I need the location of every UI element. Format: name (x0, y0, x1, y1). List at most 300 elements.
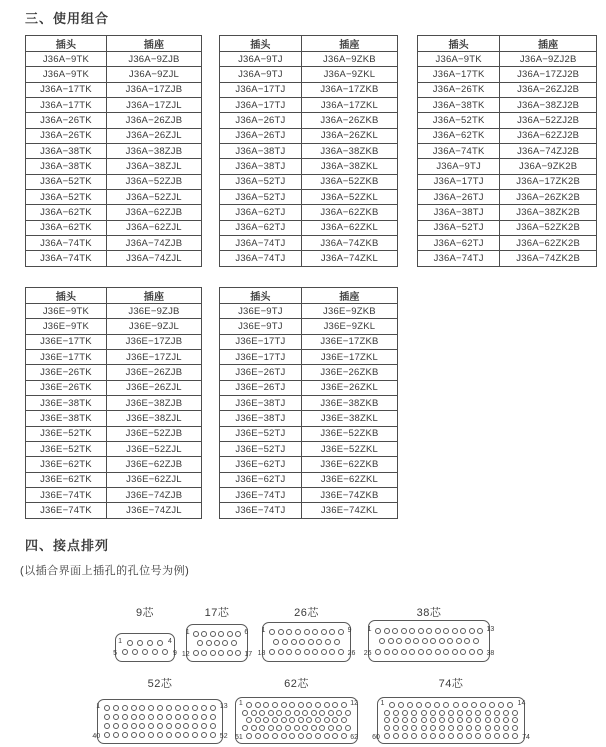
table-cell: J36E−26TK (26, 365, 107, 380)
column-header: 插座 (301, 288, 397, 304)
pin-number-label: 5 (113, 650, 117, 658)
table-cell: J36A−74ZJB (106, 236, 201, 251)
pin-diagram-label: 38芯 (416, 607, 442, 619)
table-row (418, 98, 597, 113)
contact-hole (311, 725, 317, 731)
table-cell: J36E−62TJ (220, 472, 302, 487)
connector-body (257, 622, 356, 662)
contact-hole (122, 732, 128, 738)
contact-hole (183, 714, 189, 720)
contact-hole (175, 714, 181, 720)
contact-hole (384, 733, 390, 739)
contact-hole (302, 710, 308, 716)
contact-row (380, 699, 526, 708)
contact-hole (434, 702, 440, 708)
table-cell: J36E−52TK (26, 426, 107, 441)
column-header: 插头 (220, 288, 302, 304)
contact-hole (278, 649, 284, 655)
contact-row (367, 625, 495, 634)
table-cell: J36A−62TJ (418, 236, 500, 251)
contact-hole (443, 702, 449, 708)
contact-hole (286, 649, 292, 655)
pin-number-label: 51 (234, 734, 243, 742)
table-cell: J36A−62TJ (220, 220, 302, 235)
contact-hole (328, 710, 334, 716)
pin-number-label: 14 (517, 699, 526, 707)
contact-row (181, 650, 253, 658)
contact-hole (197, 640, 203, 646)
connector-body (92, 699, 228, 744)
pin-number-label: 38 (486, 649, 495, 657)
pin-diagram-74 (372, 675, 530, 744)
contact-row (269, 639, 344, 645)
contact-hole (485, 710, 491, 716)
contact-hole (411, 710, 417, 716)
table-row (220, 350, 398, 365)
table-row (418, 190, 597, 205)
contact-hole (131, 732, 137, 738)
table-row (418, 67, 597, 82)
table-row (26, 205, 202, 220)
table-row (220, 304, 398, 319)
contact-hole (452, 628, 458, 634)
contact-hole (206, 640, 212, 646)
contact-hole (142, 649, 148, 655)
contact-hole (405, 638, 411, 644)
contact-hole (281, 717, 287, 723)
contact-hole (272, 702, 278, 708)
contact-hole (162, 649, 168, 655)
contact-hole (457, 710, 463, 716)
table-cell: J36A−17ZJB (106, 82, 201, 97)
table-cell: J36A−52TJ (418, 220, 500, 235)
pin-number-label: 62 (350, 734, 359, 742)
table-row (26, 396, 202, 411)
table-cell: J36E−74TJ (220, 503, 302, 518)
contact-hole (251, 710, 257, 716)
table-cell: J36E−52ZJB (106, 426, 201, 441)
table-row (220, 334, 398, 349)
table-cell: J36A−17ZJL (106, 98, 201, 113)
contact-hole (503, 733, 509, 739)
contact-hole (298, 717, 304, 723)
table-cell: J36A−38ZJ2B (500, 98, 597, 113)
contact-hole (398, 702, 404, 708)
contact-hole (324, 733, 330, 739)
contact-hole (231, 640, 237, 646)
table-header-row (26, 288, 202, 304)
table-row (26, 472, 202, 487)
table-row (26, 503, 202, 518)
table-cell: J36E−17ZKB (301, 334, 397, 349)
table-cell: J36A−9TK (418, 52, 500, 67)
table-cell: J36A−62TK (26, 220, 107, 235)
table-row (26, 236, 202, 251)
contact-hole (304, 629, 310, 635)
table-cell: J36E−62ZJL (106, 472, 201, 487)
contact-hole (175, 732, 181, 738)
table-cell: J36A−52ZK2B (500, 220, 597, 235)
contact-hole (306, 702, 312, 708)
contact-hole (285, 710, 291, 716)
pin-number-label: 13 (486, 625, 495, 633)
table-row (26, 159, 202, 174)
contact-hole (401, 628, 407, 634)
contact-hole (268, 710, 274, 716)
table-cell: J36A−38ZKB (301, 144, 397, 159)
contact-hole (494, 710, 500, 716)
contact-hole (384, 628, 390, 634)
contact-hole (345, 710, 351, 716)
contact-hole (319, 725, 325, 731)
table-cell: J36A−62ZK2B (500, 236, 597, 251)
contact-hole (222, 640, 228, 646)
contact-hole (131, 705, 137, 711)
arrangement-note: (以插合界面上插孔的孔位号为例) (20, 565, 190, 577)
contact-hole (201, 631, 207, 637)
table-cell: J36A−52TK (26, 174, 107, 189)
pin-number-label: 1 (380, 699, 385, 707)
table-row (26, 251, 202, 266)
contact-hole (407, 702, 413, 708)
pin-number-label: 12 (181, 650, 190, 658)
contact-hole (278, 629, 284, 635)
contact-hole (393, 733, 399, 739)
contact-hole (242, 725, 248, 731)
contact-hole (311, 710, 317, 716)
column-header: 插座 (106, 288, 201, 304)
table-cell: J36E−74TJ (220, 488, 302, 503)
contact-hole (466, 725, 472, 731)
contact-hole (439, 710, 445, 716)
contact-hole (281, 702, 287, 708)
pin-diagram-label: 52芯 (147, 678, 173, 690)
contact-hole (421, 733, 427, 739)
connector-body (372, 697, 530, 744)
pin-number-label: 74 (522, 734, 530, 742)
contact-hole (341, 717, 347, 723)
table-row (26, 82, 202, 97)
contact-hole (148, 714, 154, 720)
table-cell: J36E−17TJ (220, 334, 302, 349)
table-cell: J36A−26ZKB (301, 113, 397, 128)
table-cell: J36E−52ZKB (301, 426, 397, 441)
contact-hole (294, 725, 300, 731)
contact-hole (218, 631, 224, 637)
table-cell: J36E−26TK (26, 380, 107, 395)
contact-hole (312, 629, 318, 635)
table-row (418, 236, 597, 251)
table-row (220, 67, 398, 82)
column-header: 插头 (418, 36, 500, 52)
contact-hole (201, 723, 207, 729)
contact-hole (276, 725, 282, 731)
contact-hole (139, 723, 145, 729)
combination-table-j36a-zj (25, 35, 202, 267)
contact-hole (416, 702, 422, 708)
contact-hole (332, 717, 338, 723)
contact-hole (251, 725, 257, 731)
table-cell: J36A−52TK (418, 113, 500, 128)
table-cell: J36A−38TK (26, 159, 107, 174)
table-cell: J36A−38TK (26, 144, 107, 159)
table-cell: J36A−74TJ (220, 251, 302, 266)
contact-row (375, 638, 483, 644)
contact-row (96, 703, 228, 711)
pin-diagram-label: 74芯 (438, 678, 464, 690)
table-cell: J36E−26ZKL (301, 380, 397, 395)
contact-hole (402, 733, 408, 739)
contact-hole (480, 702, 486, 708)
contact-hole (498, 702, 504, 708)
contact-hole (295, 629, 301, 635)
table-row (220, 52, 398, 67)
contact-hole (157, 732, 163, 738)
contact-hole (448, 733, 454, 739)
contact-hole (210, 723, 216, 729)
pin-diagram-label: 17芯 (204, 607, 230, 619)
table-row (220, 380, 398, 395)
table-cell: J36A−38TJ (220, 144, 302, 159)
contact-row (193, 640, 241, 646)
contact-hole (447, 638, 453, 644)
table-cell: J36A−17ZJ2B (500, 67, 597, 82)
table-cell: J36E−52TJ (220, 442, 302, 457)
pin-number-label: 40 (92, 733, 101, 740)
pin-number-label: 60 (372, 734, 380, 742)
table-row (418, 205, 597, 220)
contact-hole (147, 640, 153, 646)
contact-hole (272, 717, 278, 723)
contact-hole (122, 723, 128, 729)
contact-row (113, 649, 177, 658)
table-cell: J36E−9ZJL (106, 319, 201, 334)
contact-hole (218, 650, 224, 656)
contact-hole (336, 710, 342, 716)
table-cell: J36E−17ZJB (106, 334, 201, 349)
contact-hole (246, 702, 252, 708)
contact-hole (308, 639, 314, 645)
contact-hole (489, 702, 495, 708)
table-cell: J36E−38TJ (220, 411, 302, 426)
column-header: 插头 (26, 288, 107, 304)
contact-hole (246, 733, 252, 739)
contact-hole (210, 714, 216, 720)
contact-hole (263, 733, 269, 739)
contact-hole (113, 705, 119, 711)
table-row (220, 503, 398, 518)
table-row (26, 380, 202, 395)
pin-number-label: 17 (244, 650, 253, 658)
table-cell: J36E−62TK (26, 472, 107, 487)
contact-hole (503, 717, 509, 723)
column-header: 插座 (301, 36, 397, 52)
contact-hole (332, 733, 338, 739)
table-cell: J36A−26ZJB (106, 113, 201, 128)
table-row (418, 128, 597, 143)
table-row (26, 220, 202, 235)
contact-hole (131, 723, 137, 729)
table-header-row (220, 36, 398, 52)
table-cell: J36E−62TJ (220, 457, 302, 472)
contact-hole (157, 705, 163, 711)
table-cell: J36E−17TK (26, 334, 107, 349)
table-row (220, 205, 398, 220)
contact-hole (456, 638, 462, 644)
table-row (220, 411, 398, 426)
table-row (220, 159, 398, 174)
table-header-row (418, 36, 597, 52)
table-cell: J36E−62ZKL (301, 472, 397, 487)
contact-hole (259, 725, 265, 731)
contact-hole (276, 710, 282, 716)
contact-row (234, 733, 359, 742)
contact-hole (443, 628, 449, 634)
table-cell: J36A−9TK (26, 67, 107, 82)
contact-hole (494, 725, 500, 731)
table-cell: J36E−52TJ (220, 426, 302, 441)
contact-row (261, 627, 352, 635)
contact-hole (393, 717, 399, 723)
table-cell: J36E−17TJ (220, 350, 302, 365)
contact-hole (393, 710, 399, 716)
table-row (220, 251, 398, 266)
contact-hole (183, 705, 189, 711)
table-cell: J36A−62ZJB (106, 205, 201, 220)
table-row (26, 426, 202, 441)
contact-hole (183, 732, 189, 738)
table-cell: J36A−9TJ (418, 159, 500, 174)
table-cell: J36A−52TK (26, 190, 107, 205)
contact-row (104, 714, 216, 720)
table-row (26, 442, 202, 457)
table-cell: J36E−74ZKL (301, 503, 397, 518)
contact-hole (325, 639, 331, 645)
contact-hole (473, 638, 479, 644)
table-cell: J36E−52ZKL (301, 442, 397, 457)
contact-hole (485, 725, 491, 731)
contact-hole (329, 629, 335, 635)
contact-hole (324, 702, 330, 708)
table-cell: J36A−38ZKL (301, 159, 397, 174)
contact-hole (332, 702, 338, 708)
table-row (26, 190, 202, 205)
table-cell: J36A−17ZKB (301, 82, 397, 97)
table-cell: J36E−26TJ (220, 365, 302, 380)
pin-number-label: 12 (350, 699, 359, 707)
contact-hole (388, 638, 394, 644)
contact-hole (338, 649, 344, 655)
table-cell: J36E−26ZKB (301, 365, 397, 380)
contact-hole (286, 629, 292, 635)
table-cell: J36E−17ZKL (301, 350, 397, 365)
contact-hole (294, 710, 300, 716)
contact-row (384, 725, 518, 731)
contact-hole (512, 717, 518, 723)
contact-hole (507, 702, 513, 708)
column-header: 插座 (500, 36, 597, 52)
contact-hole (452, 649, 458, 655)
contact-hole (192, 732, 198, 738)
contact-hole (269, 629, 275, 635)
table-cell: J36A−52ZJL (106, 190, 201, 205)
table-cell: J36A−52ZKL (301, 190, 397, 205)
table-cell: J36E−38TJ (220, 396, 302, 411)
table-row (26, 52, 202, 67)
contact-hole (269, 649, 275, 655)
table-row (418, 159, 597, 174)
contact-hole (421, 710, 427, 716)
contact-hole (413, 638, 419, 644)
contact-hole (302, 725, 308, 731)
contact-hole (494, 733, 500, 739)
contact-hole (384, 717, 390, 723)
contact-row (242, 725, 351, 731)
contact-hole (485, 733, 491, 739)
contact-hole (157, 723, 163, 729)
contact-hole (304, 649, 310, 655)
contact-hole (324, 717, 330, 723)
table-cell: J36A−74ZJ2B (500, 144, 597, 159)
contact-hole (157, 640, 163, 646)
table-row (220, 113, 398, 128)
pin-number-label: 9 (173, 650, 177, 658)
table-cell: J36E−74TK (26, 503, 107, 518)
table-cell: J36A−17ZK2B (500, 174, 597, 189)
contact-hole (448, 717, 454, 723)
table-cell: J36A−38TK (418, 98, 500, 113)
contact-hole (132, 649, 138, 655)
table-cell: J36A−26ZJ2B (500, 82, 597, 97)
table-row (220, 442, 398, 457)
contact-hole (193, 650, 199, 656)
connector-body (181, 624, 253, 662)
contact-hole (469, 628, 475, 634)
table-row (220, 174, 398, 189)
table-cell: J36A−9TJ (220, 67, 302, 82)
contact-row (242, 710, 351, 716)
connector-body (235, 697, 358, 744)
contact-hole (282, 639, 288, 645)
contact-hole (255, 702, 261, 708)
contact-hole (425, 702, 431, 708)
combination-table-j36a-2b (417, 35, 597, 267)
table-row (418, 251, 597, 266)
contact-hole (475, 710, 481, 716)
pin-diagram-62 (235, 675, 358, 744)
table-row (26, 98, 202, 113)
contact-hole (166, 705, 172, 711)
contact-hole (466, 733, 472, 739)
contact-hole (306, 733, 312, 739)
table-cell: J36A−74TK (26, 251, 107, 266)
contact-hole (392, 649, 398, 655)
contact-hole (315, 717, 321, 723)
contact-hole (272, 733, 278, 739)
contact-hole (291, 639, 297, 645)
table-row (418, 220, 597, 235)
contact-hole (122, 705, 128, 711)
contact-hole (469, 649, 475, 655)
pin-number-label: 1 (185, 628, 190, 636)
contact-hole (299, 639, 305, 645)
table-cell: J36A−9TJ (220, 52, 302, 67)
contact-hole (435, 628, 441, 634)
contact-hole (122, 714, 128, 720)
table-cell: J36A−74TK (418, 144, 500, 159)
table-row (26, 365, 202, 380)
contact-hole (430, 733, 436, 739)
